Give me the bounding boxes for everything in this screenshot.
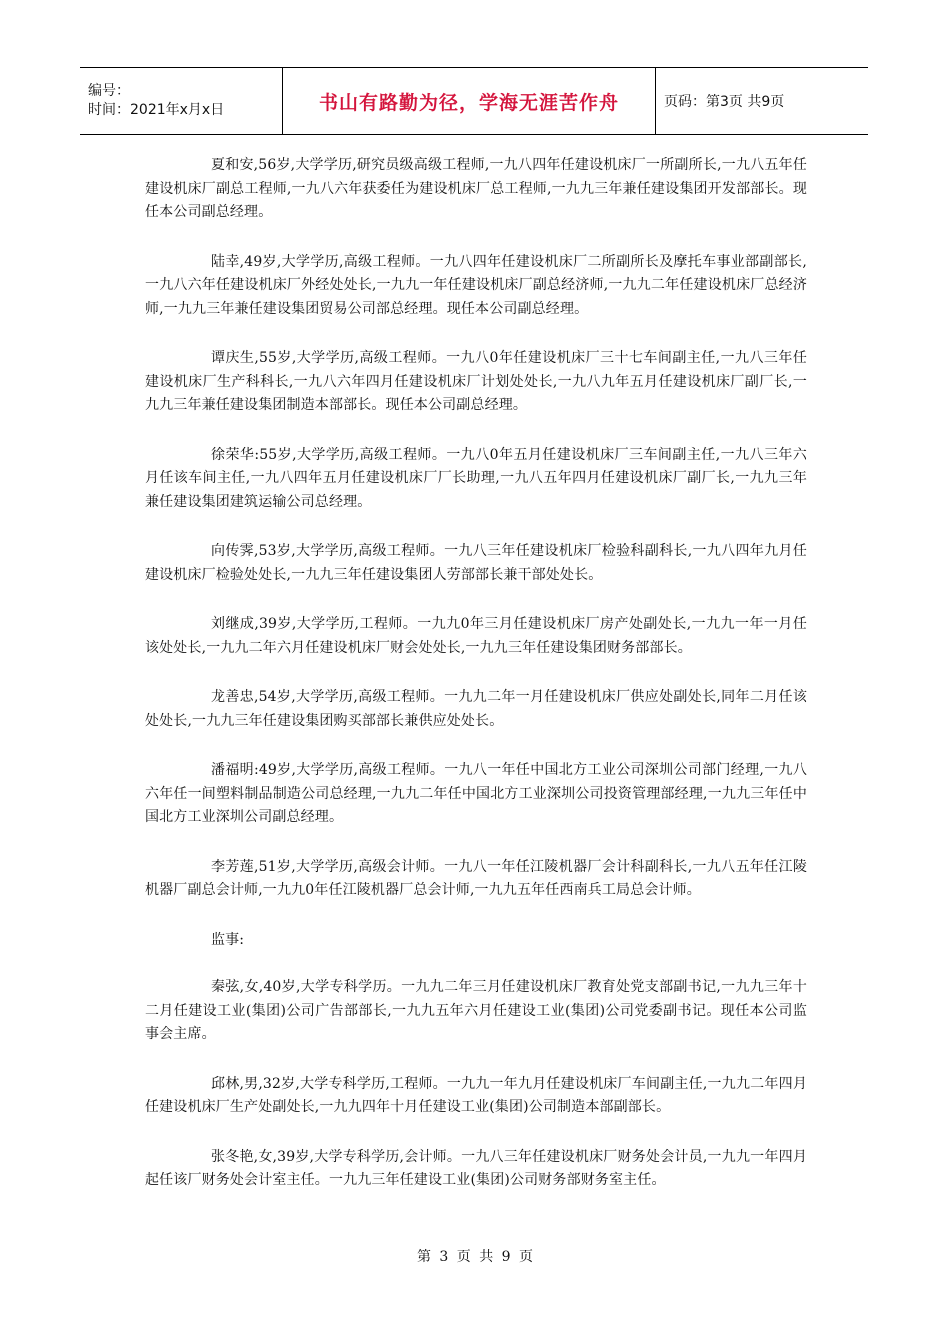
supervisors-heading: 监事: [211,931,245,948]
paragraph-long-shanzhong: 龙善忠,54岁,大学学历,高级工程师。一九九二年一月任建设机床厂供应处副处长,同年二月任该处处长,一九九三年任建设集团购买部部长兼供应处处长。 [145,689,807,729]
header-motto: 书山有路勤为径，学海无涯苦作舟 [318,91,619,114]
paragraph-li-fanglian: 李芳莲,51岁,大学学历,高级会计师。一九八一年任江陵机器厂会计科副科长,一九八五年任江陵机器厂副总会计师,一九九0年任江陵机器厂总会计师,一九九五年任西南兵工局总会计师。 [145,858,807,898]
document-body [145,154,807,1219]
paragraph-xiang-chuanji: 向传霁,53岁,大学学历,高级工程师。一九八三年任建设机床厂检验科副科长,一九八四年九月任建设机床厂检验处处长,一九九三年任建设集团人劳部部长兼干部处处长。 [145,543,807,583]
doc-code-label: 编号： [88,83,130,99]
header-page-info: 页码：第3页 共9页 [664,94,785,110]
header-meta [80,68,282,134]
paragraph-pan-fuming: 潘福明:49岁,大学学历,高级工程师。一九八一年任中国北方工业公司深圳公司部门经理,一九八六年任一间塑料制品制造公司总经理,一九九二年任中国北方工业深圳公司投资管理部经理,一九九三年任中国北方工业深圳公司副总经理。 [145,762,807,825]
paragraph-qin-xian: 秦弦,女,40岁,大学专科学历。一九九二年三月任建设机床厂教育处党支部副书记,一九九三年十二月任建设工业(集团)公司广告部部长,一九九五年六月任建设工业(集团)公司党委副书记。现任本公司监事会主席。 [145,979,807,1042]
paragraph-xia-hean: 夏和安,56岁,大学学历,研究员级高级工程师,一九八四年任建设机床厂一所副所长,一九八五年任建设机床厂副总工程师,一九八六年获委任为建设机床厂总工程师,一九九三年兼任建设集团开发部部长。现任本公司副总经理。 [145,157,807,220]
page-header [80,67,868,135]
paragraph-tan-qingsheng: 谭庆生,55岁,大学学历,高级工程师。一九八0年任建设机床厂三十七车间副主任,一九八三年任建设机床厂生产科科长,一九八六年四月任建设机床厂计划处处长,一九八九年五月任建设机床厂副厂长,一九九三年兼任建设集团制造本部部长。现任本公司副总经理。 [145,350,807,413]
page-footer: 第 3 页 共 9 页 [416,1249,534,1265]
paragraph-xu-ronghua: 徐荣华:55岁,大学学历,高级工程师。一九八0年五月任建设机床厂三车间副主任,一九八三年六月任该车间主任,一九八四年五月任建设机床厂厂长助理,一九八五年四月任建设机床厂副厂长,一九九三年兼任建设集团建筑运输公司总经理。 [145,446,807,510]
paragraph-liu-jicheng: 刘继成,39岁,大学学历,工程师。一九九0年三月任建设机床厂房产处副处长,一九九一年一月任该处处长,一九九二年六月任建设机床厂财会处处长,一九九三年任建设集团财务部部长。 [145,616,807,656]
header-page-cell [656,68,868,134]
paragraph-lu-xing: 陆幸,49岁,大学学历,高级工程师。一九八四年任建设机床厂二所副所长及摩托车事业部副部长,一九八六年任建设机床厂外经处处长,一九九一年任建设机床厂副总经济师,一九九二年任建设机床厂总经济师,一九九三年兼任建设集团贸易公司部总经理。现任本公司副总经理。 [145,253,807,317]
doc-time-label: 时间：2021年x月x日 [88,102,225,118]
header-motto-cell [282,68,656,134]
paragraph-qiu-lin: 邱林,男,32岁,大学专科学历,工程师。一九九一年九月任建设机床厂车间副主任,一九九二年四月任建设机床厂生产处副处长,一九九四年十月任建设工业(集团)公司制造本部副部长。 [145,1075,807,1115]
paragraph-zhang-dongyan: 张冬艳,女,39岁,大学专科学历,会计师。一九八三年任建设机床厂财务处会计员,一九九一年四月起任该厂财务处会计室主任。一九九三年任建设工业(集团)公司财务部财务室主任。 [145,1148,807,1188]
